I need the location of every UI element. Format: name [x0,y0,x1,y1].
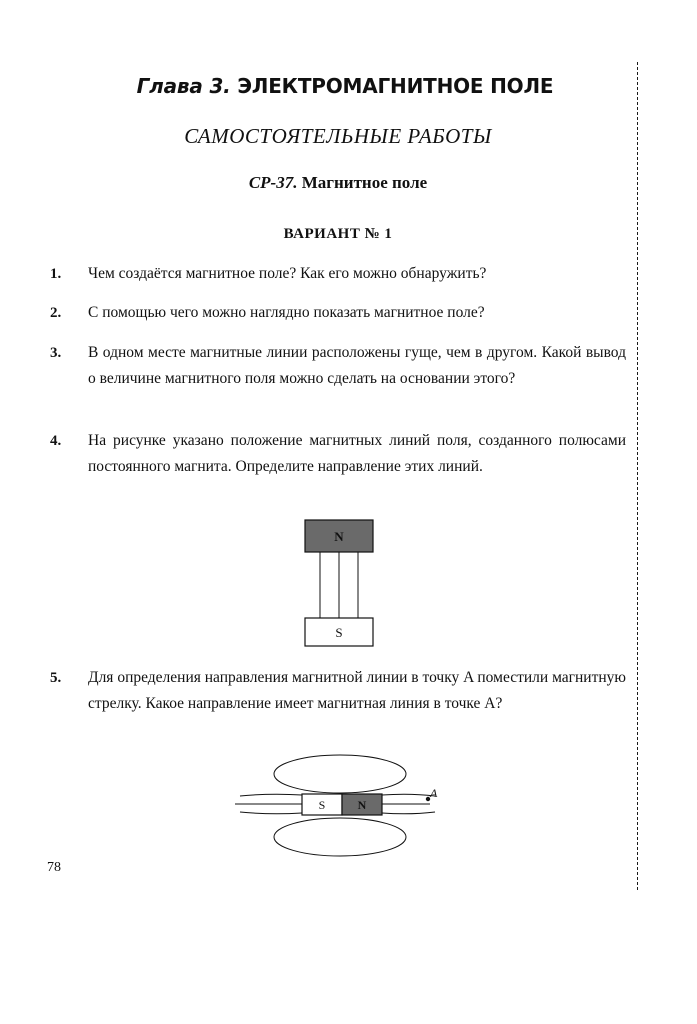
south-pole-label: S [335,625,343,640]
question-number: 5. [50,670,62,686]
question-3 [50,340,626,392]
question-number: 1. [50,266,62,282]
magnet-figure-2 [230,752,450,862]
work-heading [0,173,676,193]
field-loop-bottom [274,818,406,856]
field-line [240,794,302,796]
magnet-figure-1 [300,518,380,648]
question-2 [50,300,626,326]
section-title: САМОСТОЯТЕЛЬНЫЕ РАБОТЫ [184,124,492,148]
work-code: СР-37. [248,173,298,192]
question-text: Для определения направления магнитной линии в точку A поместили магнитную стрелку. Какое направление имеет магнитная линия в точке A? [88,669,626,712]
south-pole-label: S [318,798,326,812]
field-loop-top [274,755,406,793]
chapter-title: ЭЛЕКТРОМАГНИТНОЕ ПОЛЕ [237,74,554,98]
question-5 [50,665,626,717]
question-text: На рисунке указано положение магнитных линий поля, созданного полюсами постоянного магнита. Определите направление этих линий. [88,432,626,475]
north-pole-label: N [334,529,344,544]
question-text: В одном месте магнитные линии расположены гуще, чем в другом. Какой вывод о величине магнитного поля можно сделать на основании этого? [88,344,626,387]
field-line [382,812,435,814]
question-4 [50,428,626,480]
chapter-label: Глава 3. [136,74,231,98]
question-text: Чем создаётся магнитное поле? Как его можно обнаружить? [88,265,487,282]
question-text: С помощью чего можно наглядно показать магнитное поле? [88,304,485,321]
point-a-label: A [430,786,438,800]
variant-title: ВАРИАНТ № 1 [283,226,393,242]
field-line [240,812,302,814]
question-1 [50,261,626,287]
question-number: 2. [50,305,62,321]
question-number: 4. [50,433,62,449]
work-title: Магнитное поле [301,173,428,192]
question-number: 3. [50,345,62,361]
north-pole-label: N [357,798,367,812]
chapter-heading [0,74,690,98]
page-number: 78 [47,860,61,875]
field-line [382,794,435,796]
